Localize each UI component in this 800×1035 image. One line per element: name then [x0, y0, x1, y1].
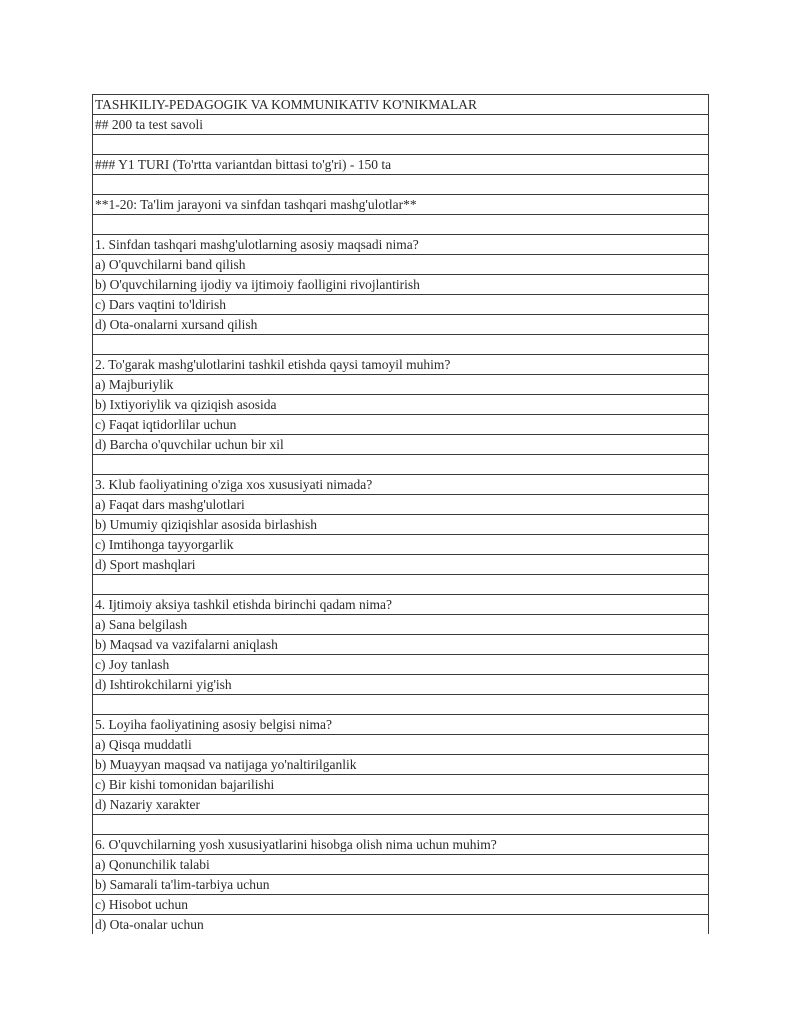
option-row: [93, 255, 709, 275]
empty-row: [93, 695, 709, 715]
empty-cell: [93, 335, 709, 355]
option-text: b) Samarali ta'lim-tarbiya uchun: [93, 875, 709, 895]
question-table: [92, 94, 709, 934]
option-row: [93, 855, 709, 875]
section-heading: ### Y1 TURI (To'rtta variantdan bittasi to'g'ri) - 150 ta: [93, 155, 709, 175]
option-text: b) O'quvchilarning ijodiy va ijtimoiy faolligini rivojlantirish: [93, 275, 709, 295]
option-row: [93, 275, 709, 295]
table-row: [93, 115, 709, 135]
option-text: a) O'quvchilarni band qilish: [93, 255, 709, 275]
option-row: [93, 635, 709, 655]
option-row: [93, 395, 709, 415]
empty-row: [93, 175, 709, 195]
option-text: d) Nazariy xarakter: [93, 795, 709, 815]
empty-row: [93, 815, 709, 835]
option-text: a) Qisqa muddatli: [93, 735, 709, 755]
question-text: 1. Sinfdan tashqari mashg'ulotlarning asosiy maqsadi nima?: [93, 235, 709, 255]
option-text: a) Faqat dars mashg'ulotlari: [93, 495, 709, 515]
question-row: [93, 355, 709, 375]
question-row: [93, 835, 709, 855]
option-text: b) Muayyan maqsad va natijaga yo'naltirilganlik: [93, 755, 709, 775]
option-text: b) Umumiy qiziqishlar asosida birlashish: [93, 515, 709, 535]
option-row: [93, 315, 709, 335]
empty-cell: [93, 135, 709, 155]
question-text: 4. Ijtimoiy aksiya tashkil etishda birinchi qadam nima?: [93, 595, 709, 615]
empty-cell: [93, 175, 709, 195]
empty-cell: [93, 215, 709, 235]
option-row: [93, 675, 709, 695]
question-row: [93, 475, 709, 495]
empty-row: [93, 335, 709, 355]
option-text: d) Barcha o'quvchilar uchun bir xil: [93, 435, 709, 455]
document-title: TASHKILIY-PEDAGOGIK VA KOMMUNIKATIV KO'NIKMALAR: [93, 95, 709, 115]
question-row: [93, 595, 709, 615]
option-row: [93, 515, 709, 535]
option-row: [93, 915, 709, 935]
option-row: [93, 295, 709, 315]
question-row: [93, 715, 709, 735]
option-row: [93, 435, 709, 455]
option-text: d) Ishtirokchilarni yig'ish: [93, 675, 709, 695]
option-text: b) Ixtiyoriylik va qiziqish asosida: [93, 395, 709, 415]
empty-cell: [93, 695, 709, 715]
table-row: [93, 155, 709, 175]
option-row: [93, 775, 709, 795]
empty-row: [93, 135, 709, 155]
option-text: c) Imtihonga tayyorgarlik: [93, 535, 709, 555]
empty-row: [93, 575, 709, 595]
option-row: [93, 755, 709, 775]
table-row: [93, 195, 709, 215]
option-row: [93, 535, 709, 555]
option-text: a) Majburiylik: [93, 375, 709, 395]
question-text: 5. Loyiha faoliyatining asosiy belgisi nima?: [93, 715, 709, 735]
empty-row: [93, 455, 709, 475]
option-text: c) Hisobot uchun: [93, 895, 709, 915]
question-text: 3. Klub faoliyatining o'ziga xos xususiyati nimada?: [93, 475, 709, 495]
question-text: 2. To'garak mashg'ulotlarini tashkil etishda qaysi tamoyil muhim?: [93, 355, 709, 375]
option-text: b) Maqsad va vazifalarni aniqlash: [93, 635, 709, 655]
option-text: d) Ota-onalar uchun: [93, 915, 709, 935]
document-subtitle: ## 200 ta test savoli: [93, 115, 709, 135]
option-text: c) Dars vaqtini to'ldirish: [93, 295, 709, 315]
option-row: [93, 375, 709, 395]
option-text: d) Sport mashqlari: [93, 555, 709, 575]
empty-cell: [93, 455, 709, 475]
empty-row: [93, 215, 709, 235]
option-row: [93, 655, 709, 675]
option-row: [93, 415, 709, 435]
option-row: [93, 895, 709, 915]
option-text: c) Joy tanlash: [93, 655, 709, 675]
option-text: c) Faqat iqtidorlilar uchun: [93, 415, 709, 435]
option-row: [93, 555, 709, 575]
empty-cell: [93, 575, 709, 595]
option-row: [93, 615, 709, 635]
option-row: [93, 495, 709, 515]
block-heading: **1-20: Ta'lim jarayoni va sinfdan tashqari mashg'ulotlar**: [93, 195, 709, 215]
option-text: d) Ota-onalarni xursand qilish: [93, 315, 709, 335]
option-row: [93, 795, 709, 815]
question-row: [93, 235, 709, 255]
option-text: a) Sana belgilash: [93, 615, 709, 635]
empty-cell: [93, 815, 709, 835]
option-text: c) Bir kishi tomonidan bajarilishi: [93, 775, 709, 795]
option-row: [93, 735, 709, 755]
question-text: 6. O'quvchilarning yosh xususiyatlarini hisobga olish nima uchun muhim?: [93, 835, 709, 855]
option-text: a) Qonunchilik talabi: [93, 855, 709, 875]
option-row: [93, 875, 709, 895]
table-row: [93, 95, 709, 115]
